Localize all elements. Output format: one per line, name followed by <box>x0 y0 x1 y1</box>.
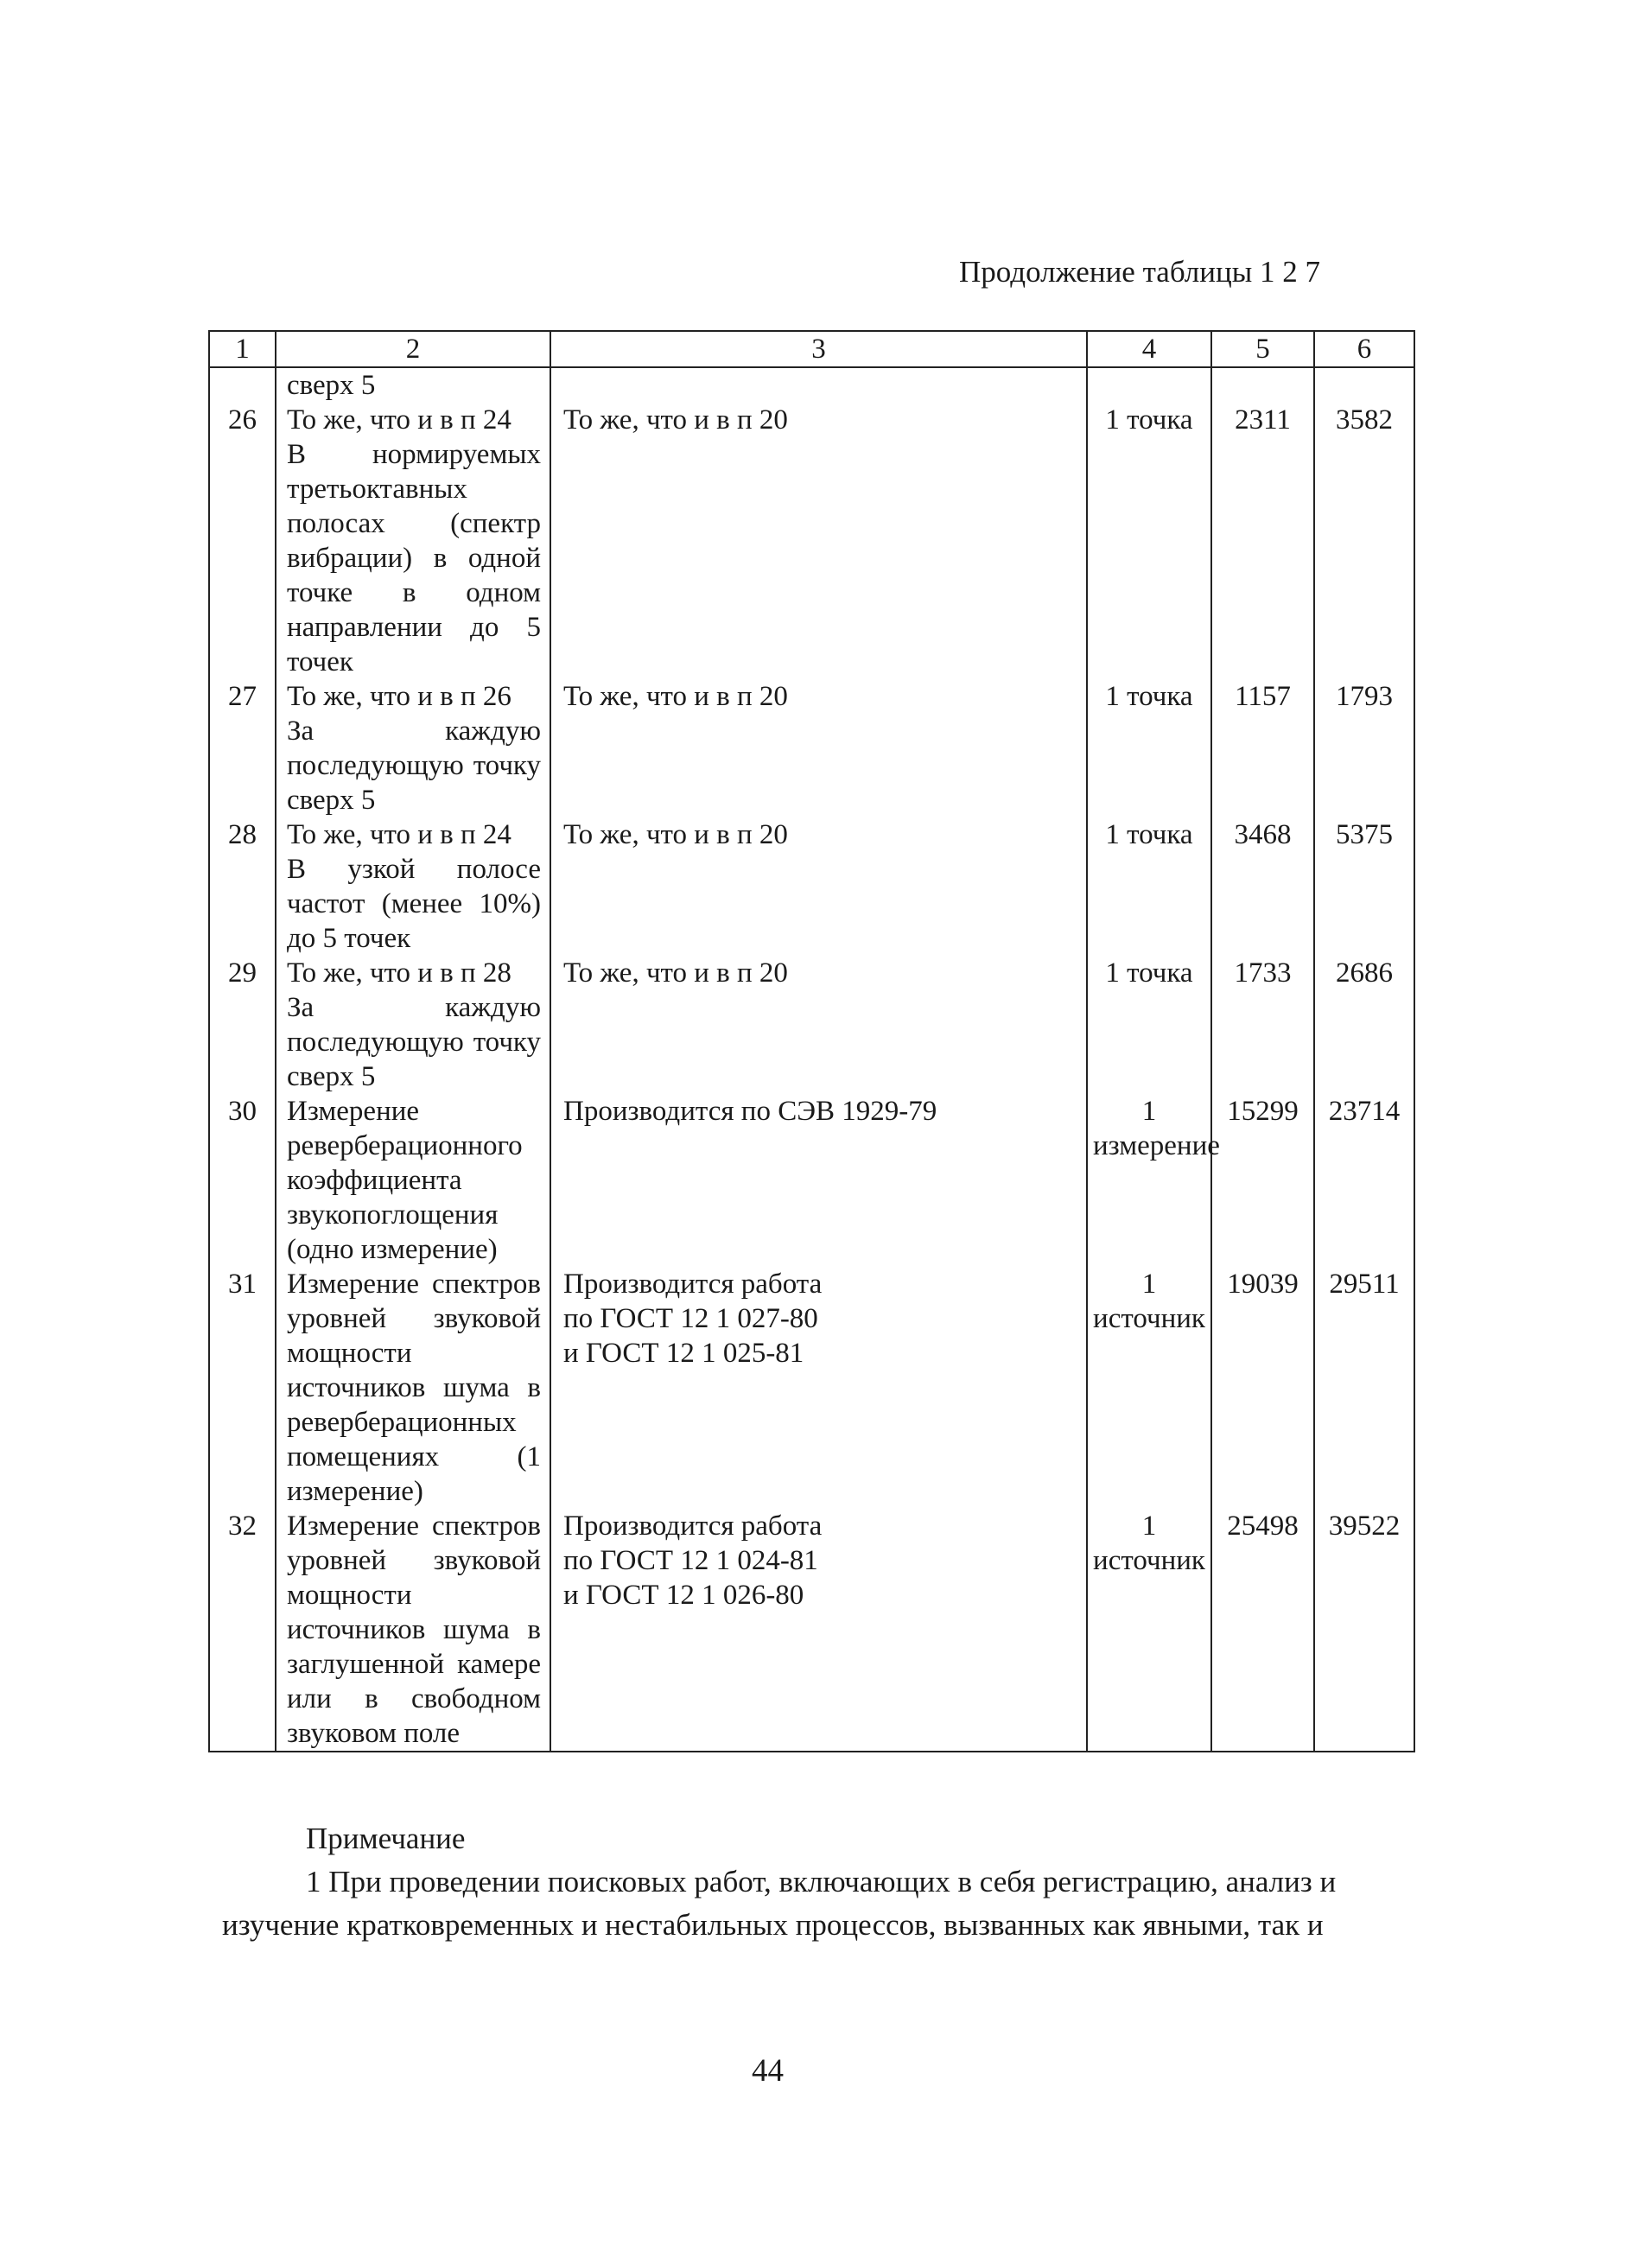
row-method: То же, что и в п 20 <box>550 679 1087 817</box>
row-unit: 1 точка <box>1087 679 1211 817</box>
row-method: То же, что и в п 20 <box>550 403 1087 679</box>
row-method <box>550 367 1087 403</box>
note-paragraph: 1 При проведении поисковых работ, включающих в себя регистрацию, анализ и <box>306 1865 1337 1898</box>
tariff-table <box>208 330 1415 1752</box>
note-title: Примечание <box>306 1822 466 1855</box>
col-header-6: 6 <box>1314 331 1414 367</box>
table-row <box>209 403 1414 679</box>
row-description: То же, что и в п 24 В узкой полосе частот (менее 10%) до 5 точек <box>276 817 550 956</box>
table-row <box>209 956 1414 1094</box>
row-method: Производится по СЭВ 1929-79 <box>550 1094 1087 1267</box>
table-row <box>209 1267 1414 1509</box>
row-description: сверх 5 <box>276 367 550 403</box>
table-row <box>209 817 1414 956</box>
row-unit: 1 источник <box>1087 1509 1211 1752</box>
row-number: 28 <box>209 817 276 956</box>
row-value-5: 19039 <box>1211 1267 1314 1509</box>
row-unit <box>1087 367 1211 403</box>
row-description: Измерение спектров уровней звуковой мощности источников шума в реверберационных помещениях (1 измерение) <box>276 1267 550 1509</box>
row-value-6: 39522 <box>1314 1509 1414 1752</box>
table-row <box>209 367 1414 403</box>
row-number: 29 <box>209 956 276 1094</box>
row-value-6: 23714 <box>1314 1094 1414 1267</box>
row-number: 30 <box>209 1094 276 1267</box>
row-value-6: 5375 <box>1314 817 1414 956</box>
row-unit: 1 точка <box>1087 817 1211 956</box>
row-number <box>209 367 276 403</box>
header-row <box>209 331 1414 367</box>
row-unit: 1 измерение <box>1087 1094 1211 1267</box>
row-unit: 1 точка <box>1087 956 1211 1094</box>
table-row <box>209 1509 1414 1752</box>
row-value-6: 1793 <box>1314 679 1414 817</box>
note-paragraph-continued: изучение кратковременных и нестабильных процессов, вызванных как явными, так и <box>222 1908 1324 1942</box>
row-value-5: 1157 <box>1211 679 1314 817</box>
col-header-1: 1 <box>209 331 276 367</box>
row-method: Производится работа по ГОСТ 12 1 024-81 и ГОСТ 12 1 026-80 <box>550 1509 1087 1752</box>
row-unit: 1 источник <box>1087 1267 1211 1509</box>
row-description: Измерение реверберационного коэффициента звукопоглощения (одно измерение) <box>276 1094 550 1267</box>
row-method: Производится работа по ГОСТ 12 1 027-80 и ГОСТ 12 1 025-81 <box>550 1267 1087 1509</box>
row-value-6 <box>1314 367 1414 403</box>
row-value-6: 3582 <box>1314 403 1414 679</box>
row-value-6: 29511 <box>1314 1267 1414 1509</box>
row-value-5: 25498 <box>1211 1509 1314 1752</box>
row-method: То же, что и в п 20 <box>550 817 1087 956</box>
row-value-5: 15299 <box>1211 1094 1314 1267</box>
row-value-5: 3468 <box>1211 817 1314 956</box>
col-header-5: 5 <box>1211 331 1314 367</box>
col-header-4: 4 <box>1087 331 1211 367</box>
row-method: То же, что и в п 20 <box>550 956 1087 1094</box>
row-number: 32 <box>209 1509 276 1752</box>
table-row <box>209 679 1414 817</box>
row-description: То же, что и в п 24 В нормируемых третьоктавных полосах (спектр вибрации) в одной точке в одном направлении до 5 точек <box>276 403 550 679</box>
row-number: 26 <box>209 403 276 679</box>
row-description: Измерение спектров уровней звуковой мощности источников шума в заглушенной камере или в свободном звуковом поле <box>276 1509 550 1752</box>
row-unit: 1 точка <box>1087 403 1211 679</box>
col-header-2: 2 <box>276 331 550 367</box>
table-row <box>209 1094 1414 1267</box>
row-value-6: 2686 <box>1314 956 1414 1094</box>
col-header-3: 3 <box>550 331 1087 367</box>
row-number: 31 <box>209 1267 276 1509</box>
table-caption: Продолжение таблицы 1 2 7 <box>959 255 1320 289</box>
row-description: То же, что и в п 28 За каждую последующую точку сверх 5 <box>276 956 550 1094</box>
row-value-5 <box>1211 367 1314 403</box>
row-value-5: 1733 <box>1211 956 1314 1094</box>
row-value-5: 2311 <box>1211 403 1314 679</box>
page-number: 44 <box>752 2053 784 2089</box>
row-description: То же, что и в п 26 За каждую последующую точку сверх 5 <box>276 679 550 817</box>
row-number: 27 <box>209 679 276 817</box>
